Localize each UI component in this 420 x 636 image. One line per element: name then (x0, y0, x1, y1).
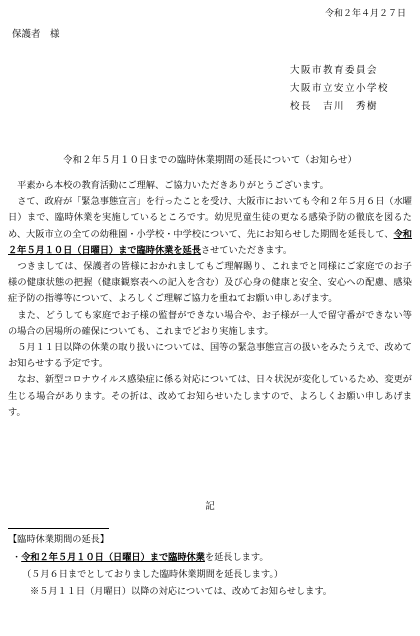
paragraph-extension-tail: させていただきます。 (200, 244, 293, 256)
document-date: 令和２年４月２７日 (324, 9, 406, 19)
section-line-note: （５月６日までとしておりました臨時休業期間を延長します。） (22, 569, 284, 580)
addressee: 保護者 様 (12, 29, 60, 40)
sender-school: 大阪市立安立小学校 (290, 83, 390, 94)
paragraph-after-may11: ５月１１日以降の休業の取り扱いについては、国等の緊急事態宣言の扱いをみたうえで、改めてお知らせする予定です。 (8, 342, 412, 370)
document-body (8, 178, 412, 421)
extension-section (8, 528, 412, 600)
section-line-main-tail: を延長します。 (204, 552, 269, 563)
sender-board: 大阪市教育委員会 (290, 65, 379, 76)
section-line-main (8, 549, 412, 566)
paragraph-childcare: また、どうしても家庭でお子様の監督ができない場合や、お子様が一人で留守番ができない等の場合の居場所の確保についても、これまでどおり実施します。 (8, 309, 412, 337)
paragraph-extension (8, 194, 412, 259)
section-heading: 【臨時休業期間の延長】 (8, 528, 109, 545)
section-line-main-highlight: 令和２年５月１０日（日曜日）まで臨時休業 (21, 552, 205, 563)
paragraph-note: なお、新型コロナウイルス感染症に係る対応については、日々状況が変化しているため、変更が生じる場合があります。その折は、改めてお知らせいたしますので、よろしくお願い申しあげます。 (8, 374, 412, 418)
section-line-asterisk: ※５月１１日（月曜日）以降の対応については、改めてお知らせします。 (30, 586, 332, 597)
extension-highlight: 令和２年５月１０日（日曜日）まで臨時休業を延長 (8, 228, 412, 256)
paragraph-greeting: 平素から本校の教育活動にご理解、ご協力いただきありがとうございます。 (8, 180, 329, 191)
sender-principal: 校長 吉川 秀樹 (290, 101, 379, 112)
document-title: 令和２年５月１０日までの臨時休業期間の延長について（お知らせ） (62, 155, 358, 166)
bullet-icon: ・ (12, 552, 22, 563)
ki-marker: 記 (205, 501, 215, 512)
paragraph-extension-lead: さて、政府が「緊急事態宣言」を行ったことを受け、大阪市においても令和２年５月６日（水曜日）まで、臨時休業を実施しているところです。幼児児童生徒の更なる感染予防の徹底を図るため、大阪市立の全ての幼稚園・小学校・中学校について、先にお知らせした期間を延長して、 (8, 196, 412, 240)
paragraph-request: つきましては、保護者の皆様におかれましてもご理解賜り、これまでと同様にご家庭でのお子様の健康状態の把握（健康観察表への記入を含む）及び心身の健康と安全、安心への配慮、感染症予防の指導等について、よろしくご理解ご協力を重ねてお願い申しあげます。 (8, 261, 412, 305)
